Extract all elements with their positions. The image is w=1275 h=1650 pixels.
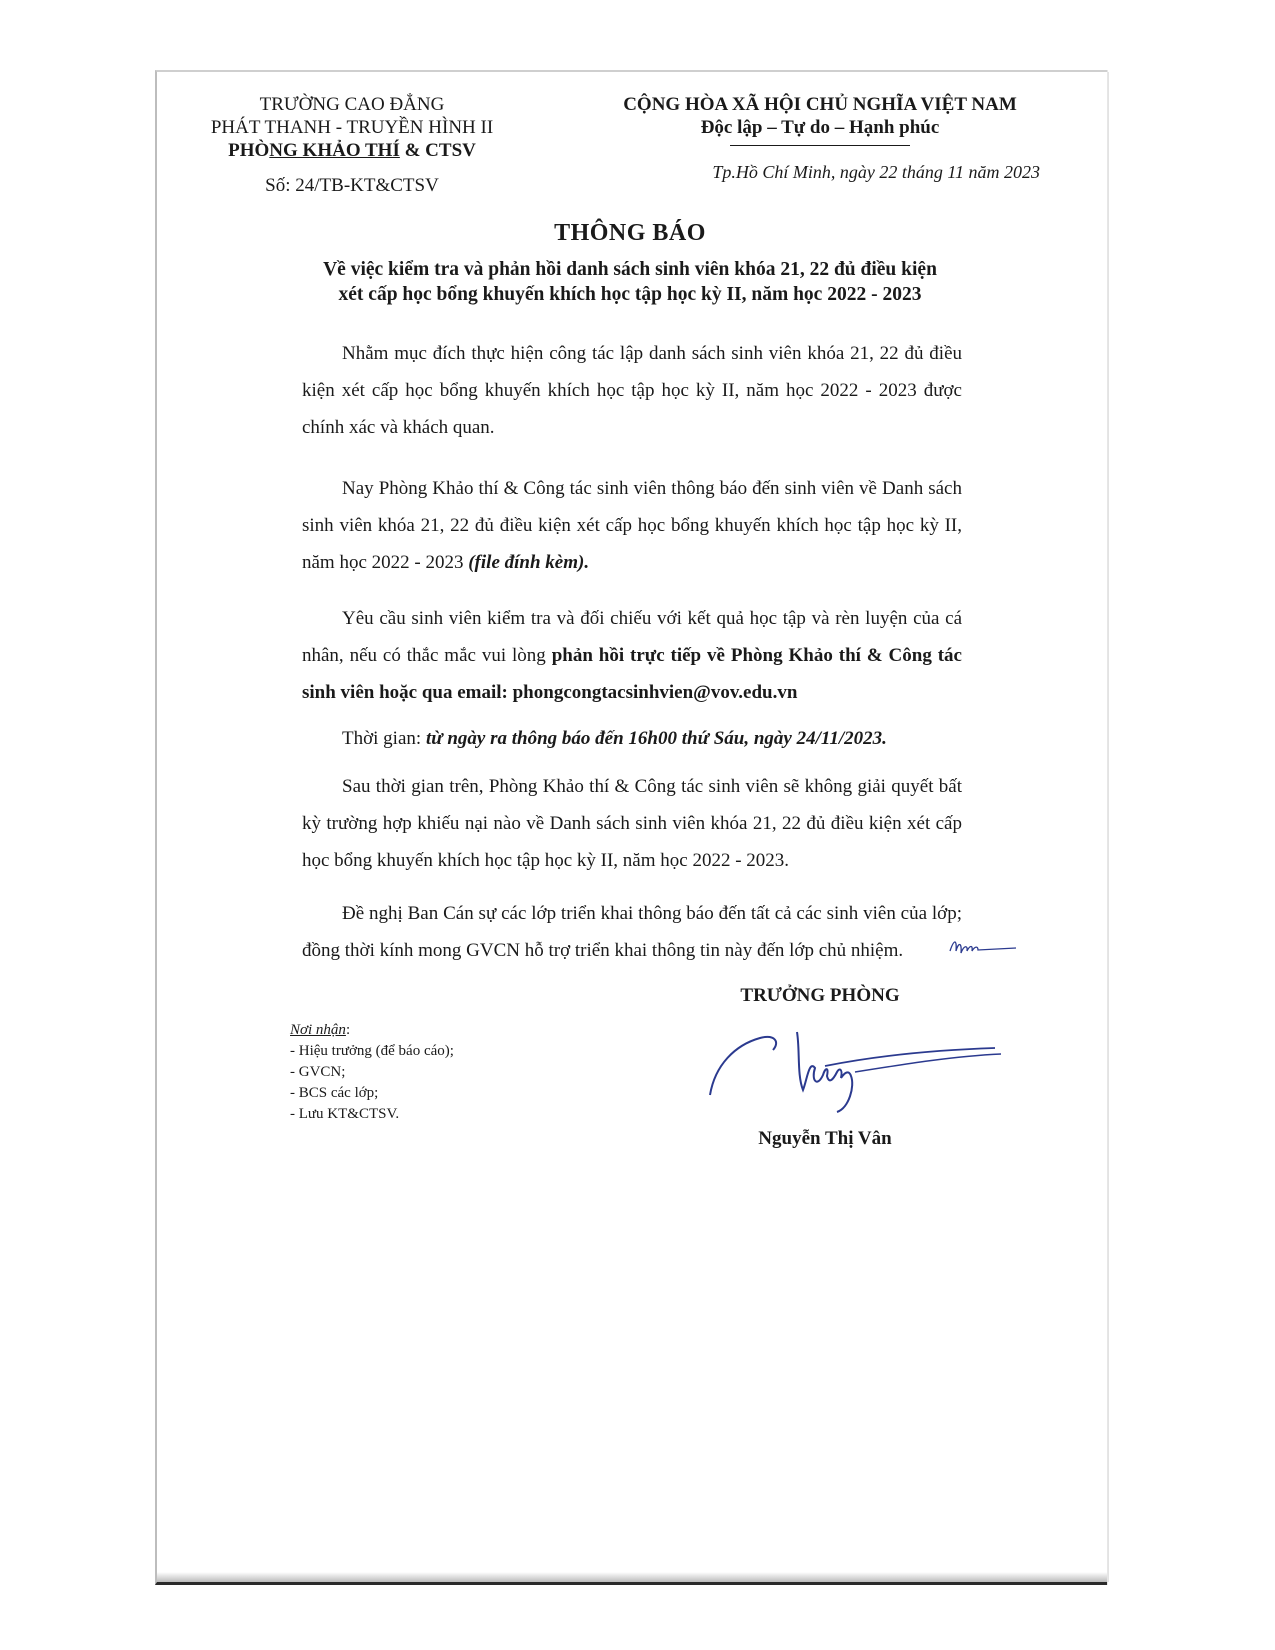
subtitle-line1: Về việc kiểm tra và phản hồi danh sách sinh viên khóa 21, 22 đủ điều kiện [323, 259, 937, 280]
issuer-header [172, 93, 532, 197]
national-title: CỘNG HÒA XÃ HỘI CHỦ NGHĨA VIỆT NAM [623, 94, 1017, 115]
recipient-item: - Hiệu trưởng (để báo cáo); [290, 1043, 454, 1059]
recipients-list [290, 1020, 454, 1125]
document-number: Số: 24/TB-KT&CTSV [265, 175, 439, 196]
handwritten-signature [705, 1020, 1005, 1120]
paragraph-after-deadline: Sau thời gian trên, Phòng Khảo thí & Công tác sinh viên sẽ không giải quyết bất kỳ trường hợp khiếu nại nào về Danh sách sinh viên khóa 21, 22 đủ điều kiện xét cấp học bổng khuyến khích học tập học kỳ II, năm học 2022 - 2023. [302, 776, 962, 871]
school-name-line2: PHÁT THANH - TRUYỀN HÌNH II [210, 117, 494, 138]
motto-underline [730, 145, 910, 146]
subtitle-line2: xét cấp học bổng khuyến khích học tập học kỳ II, năm học 2022 - 2023 [338, 284, 922, 305]
school-name-line1: TRƯỜNG CAO ĐẲNG [259, 94, 445, 115]
paragraph-request-class: Đề nghị Ban Cán sự các lớp triển khai thông báo đến tất cả các sinh viên của lớp; đồng thời kính mong GVCN hỗ trợ triển khai thông tin này đến lớp chủ nhiệm. [302, 903, 962, 961]
recipient-item: - GVCN; [290, 1064, 346, 1080]
department-name: PHÒNG KHẢO THÍ & CTSV [228, 140, 476, 161]
scan-shadow [157, 1572, 1107, 1582]
paragraph-purpose: Nhằm mục đích thực hiện công tác lập danh sách sinh viên khóa 21, 22 đủ điều kiện xét cấp học bổng khuyến khích học tập học kỳ II, năm học 2022 - 2023 được chính xác và khách quan. [302, 343, 962, 438]
recipient-item: - Lưu KT&CTSV. [290, 1106, 400, 1122]
sheet-edge [1108, 72, 1109, 1582]
place-and-date: Tp.Hồ Chí Minh, ngày 22 tháng 11 năm 2023 [712, 162, 1040, 182]
recipient-item: - BCS các lớp; [290, 1085, 379, 1101]
paragraph-request: Yêu cầu sinh viên kiểm tra và đối chiếu với kết quả học tập và rèn luyện của cá nhân, nếu có thắc mắc vui lòng phản hồi trực tiếp về Phòng Khảo thí & Công tác sinh viên hoặc qua email: phongcongtacsinhvien@vov.edu.vn [302, 608, 962, 703]
document-subtitle [170, 257, 1090, 307]
feedback-contact: phản hồi trực tiếp về Phòng Khảo thí & Công tác sinh viên hoặc qua email: phongcongtacsinhvien@vov.edu.vn [302, 645, 962, 703]
paragraph-deadline: Thời gian: từ ngày ra thông báo đến 16h00 thứ Sáu, ngày 24/11/2023. [342, 728, 887, 749]
paragraph-announcement: Nay Phòng Khảo thí & Công tác sinh viên thông báo đến sinh viên về Danh sách sinh viên khóa 21, 22 đủ điều kiện xét cấp học bổng khuyến khích học tập học kỳ II, năm học 2022 - 2023 (file đính kèm). [302, 478, 962, 573]
signer-name: Nguyễn Thị Vân [758, 1128, 892, 1149]
document-title: THÔNG BÁO [554, 220, 706, 246]
deadline-value: từ ngày ra thông báo đến 16h00 thứ Sáu, ngày 24/11/2023. [425, 728, 887, 749]
initials-mark [948, 933, 1018, 959]
national-motto: Độc lập – Tự do – Hạnh phúc [700, 117, 940, 138]
national-header [610, 93, 1030, 146]
recipients-heading: Nơi nhận: [290, 1022, 351, 1038]
signer-title: TRƯỞNG PHÒNG [740, 985, 900, 1006]
